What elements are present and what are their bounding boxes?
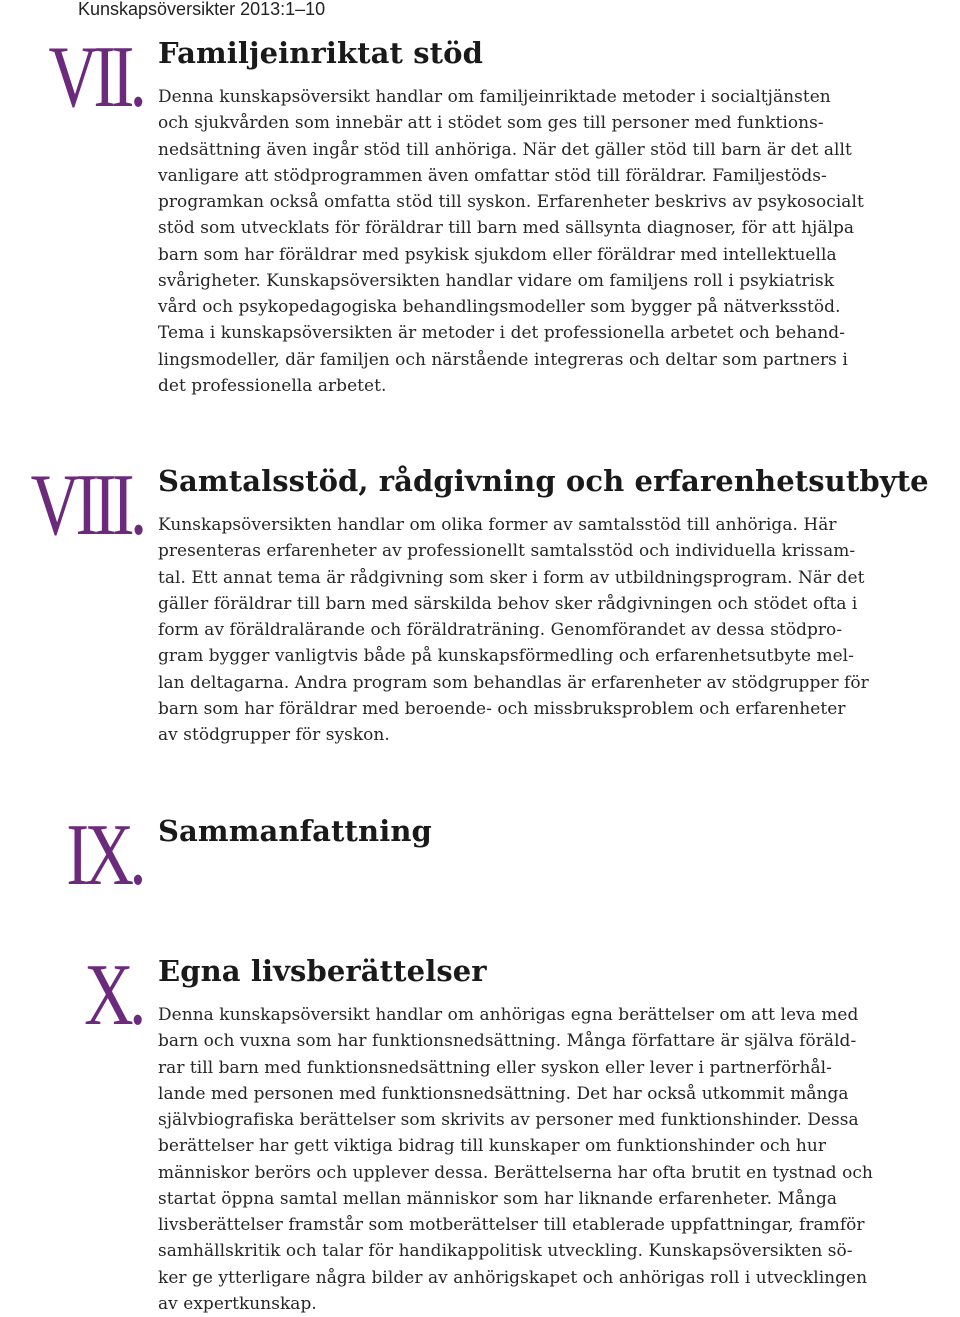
section-body xyxy=(158,84,958,399)
section-heading: Familjeinriktat stöd xyxy=(158,36,483,70)
section-heading: Samtalsstöd, rådgivning och erfarenhetsutbyte xyxy=(158,464,929,498)
body-text-line: Denna kunskapsöversikt handlar om familjeinriktade metoder i socialtjänsten xyxy=(158,87,831,107)
running-header: Kunskapsöversikter 2013:1–10 xyxy=(78,0,326,19)
roman-numeral: VIII. xyxy=(30,457,142,554)
body-text-line: gram bygger vanligtvis både på kunskapsförmedling och erfarenhetsutbyte mel- xyxy=(158,646,854,667)
section-body xyxy=(158,512,958,748)
roman-numeral: X. xyxy=(84,947,142,1044)
body-text-line: barn och vuxna som har funktionsnedsättning. Många författare är själva föräld- xyxy=(158,1031,857,1052)
body-text-line: programkan också omfatta stöd till syskon. Erfarenheter beskrivs av psykosocialt xyxy=(158,192,864,212)
body-text-line: människor berörs och upplever dessa. Berättelserna har ofta brutit en tystnad och xyxy=(158,1162,873,1183)
body-text-line: barn som har föräldrar med psykisk sjukdom eller föräldrar med intellektuella xyxy=(158,244,837,265)
body-text-line: tal. Ett annat tema är rådgivning som sker i form av utbildningsprogram. När det xyxy=(158,567,865,588)
body-text-line: rar till barn med funktionsnedsättning eller syskon eller lever i partnerförhål- xyxy=(158,1057,832,1078)
body-text-line: stöd som utvecklats för föräldrar till barn med sällsynta diagnoser, för att hjälpa xyxy=(158,218,855,239)
body-text-line: av expertkunskap. xyxy=(158,1293,317,1314)
body-text-line: och sjukvården som innebär att i stödet som ges till personer med funktions- xyxy=(158,113,824,134)
body-text-line: av stödgrupper för syskon. xyxy=(158,725,390,745)
roman-numeral: VII. xyxy=(48,29,142,126)
body-text-line: självbiografiska berättelser som skrivits av personer med funktionshinder. Dessa xyxy=(158,1110,859,1130)
body-text-line: samhällskritik och talar för handikappolitisk utveckling. Kunskapsöversikten sö- xyxy=(158,1241,853,1262)
body-text-line: lande med personen med funktionsnedsättning. Det har också utkommit många xyxy=(158,1083,849,1104)
body-text-line: Tema i kunskapsöversikten är metoder i det professionella arbetet och behand- xyxy=(158,323,845,344)
body-text-line: startat öppna samtal mellan människor som har liknande erfarenheter. Många xyxy=(158,1188,838,1209)
body-text-line: barn som har föräldrar med beroende- och missbruksproblem och erfarenheter xyxy=(158,698,846,719)
body-text-line: livsberättelser framstår som motberättelser till etablerade uppfattningar, framför xyxy=(158,1215,865,1235)
body-text-line: vård och psykopedagogiska behandlingsmodeller som bygger på nätverksstöd. xyxy=(158,297,841,317)
roman-numeral: IX. xyxy=(66,807,142,904)
body-text-line: Denna kunskapsöversikt handlar om anhörigas egna berättelser om att leva med xyxy=(158,1005,859,1025)
body-text-line: vanligare att stödprogrammen även omfattar stöd till föräldrar. Familjestöds- xyxy=(158,165,827,186)
body-text-line: form av föräldralärande och föräldraträning. Genomförandet av dessa stödpro- xyxy=(158,620,843,640)
body-text-line: lingsmodeller, där familjen och närstående integreras och deltar som partners i xyxy=(158,349,848,370)
body-text-line: gäller föräldrar till barn med särskilda behov sker rådgivningen och stödet ofta i xyxy=(158,593,858,614)
body-text-line: lan deltagarna. Andra program som behandlas är erfarenheter av stödgrupper för xyxy=(158,672,869,693)
body-text-line: det professionella arbetet. xyxy=(158,375,387,396)
body-text-line: berättelser har gett viktiga bidrag till kunskaper om funktionshinder och hur xyxy=(158,1136,827,1157)
section-heading: Sammanfattning xyxy=(158,814,432,848)
body-text-line: presenteras erfarenheter av professionellt samtalsstöd och individuella krissam- xyxy=(158,541,856,562)
section-body xyxy=(158,1002,958,1317)
body-text-line: ker ge ytterligare några bilder av anhörigskapet och anhörigas roll i utvecklingen xyxy=(158,1267,868,1288)
section-heading: Egna livsberättelser xyxy=(158,954,487,988)
body-text-line: svårigheter. Kunskapsöversikten handlar vidare om familjens roll i psykiatrisk xyxy=(158,270,835,291)
body-text-line: nedsättning även ingår stöd till anhöriga. När det gäller stöd till barn är det allt xyxy=(158,139,852,160)
body-text-line: Kunskapsöversikten handlar om olika former av samtalsstöd till anhöriga. Här xyxy=(158,515,837,535)
